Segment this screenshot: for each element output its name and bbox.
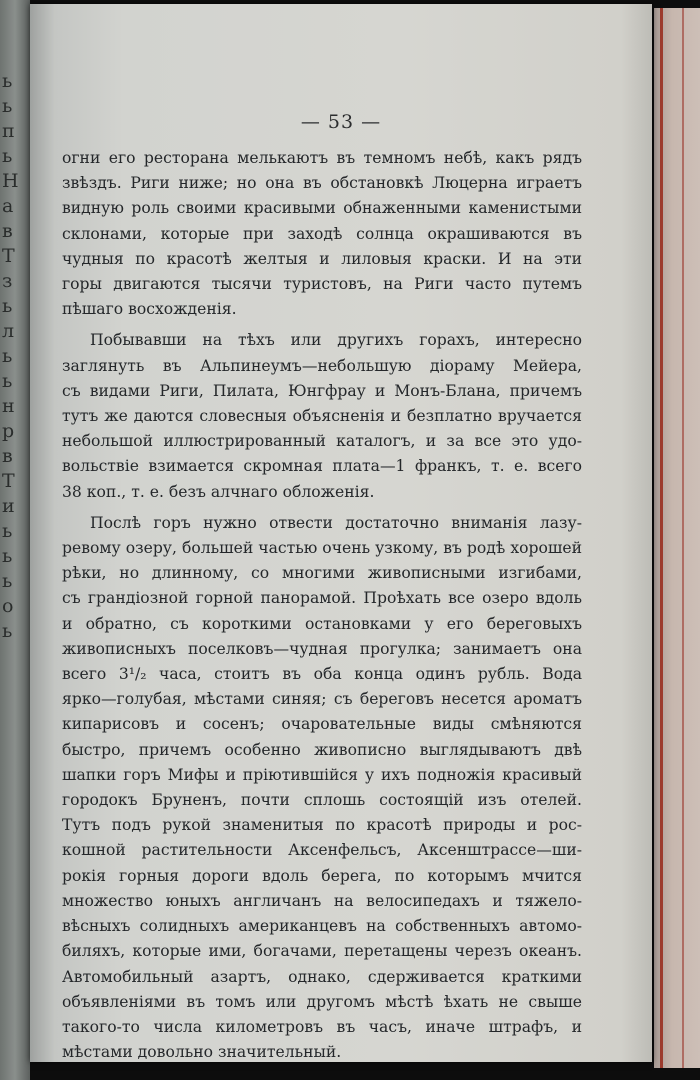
text-line: множество юныхъ англичанъ на велосипедахъ и тяжело- (62, 891, 582, 910)
page-number: — 53 — (300, 111, 382, 133)
text-line: съ грандіозной горной панорамой. Проѣхать все озеро вдоль (62, 589, 582, 608)
left-page-fragment: ь (2, 570, 13, 592)
text-line: чудныя по красотѣ желтыя и лиловыя краски. И на эти (62, 249, 582, 268)
left-page-fragment: в (2, 445, 13, 467)
text-line: рокія горныя дороги вдоль берега, по которымъ мчится (62, 866, 582, 885)
text-line: кошной растительности Аксенфельсъ, Аксенштрассе—ши- (62, 841, 582, 860)
left-page-fragment: Н (2, 170, 19, 192)
left-page-fragment: а (2, 195, 14, 217)
text-line: живописныхъ поселковъ—чудная прогулка; занимаетъ она (62, 639, 582, 658)
text-line: ревому озеру, большей частью очень узкому, въ родѣ хорошей (62, 539, 582, 558)
book-page (30, 4, 652, 1062)
left-page-fragment: р (2, 420, 15, 442)
left-page-fragment: л (2, 320, 15, 342)
left-page-fragment: ь (2, 70, 13, 92)
text-line: кипарисовъ и сосенъ; очаровательные виды смѣняются (62, 715, 582, 734)
red-edge-stripe (660, 8, 663, 1068)
left-page-fragment: Т (2, 470, 15, 492)
text-line: заглянуть въ Альпинеумъ—небольшую діораму Мейера, (62, 356, 582, 375)
left-page-fragment: з (2, 270, 13, 292)
text-line: шапки горъ Мифы и пріютившійся у ихъ подножія красивый (62, 765, 582, 784)
text-line: съ видами Риги, Пилата, Юнгфрау и Монъ-Блана, причемъ (62, 381, 582, 400)
text-line: всего 3¹/₂ часа, стоитъ въ оба конца одинъ рубль. Вода (62, 665, 582, 684)
left-page-fragment: ь (2, 295, 13, 317)
text-line: биляхъ, которые ими, богачами, перетащены черезъ океанъ. (62, 942, 582, 961)
text-line: такого-то числа километровъ въ часъ, иначе штрафъ, и (62, 1017, 582, 1036)
text-line: ярко—голубая, мѣстами синяя; съ береговъ несется ароматъ (62, 690, 582, 709)
text-line: звѣздъ. Риги ниже; но она въ обстановкѣ Люцерна играетъ (62, 174, 582, 193)
text-line: Послѣ горъ нужно отвести достаточно вниманія лазу- (90, 513, 582, 532)
left-page-fragment: н (2, 395, 15, 417)
text-line: огни его ресторана мелькаютъ въ темномъ небѣ, какъ рядъ (62, 149, 582, 167)
text-line: горы двигаются тысячи туристовъ, на Риги часто путемъ (62, 275, 582, 294)
text-line: мѣстами довольно значительный. (62, 1043, 342, 1062)
left-page-fragment: ь (2, 345, 13, 367)
left-page-fragment: ь (2, 620, 13, 642)
text-line: 38 коп., т. е. безъ алчнаго обложенія. (62, 482, 375, 501)
text-line: вольствіе взимается скромная плата—1 франкъ, т. е. всего (62, 457, 582, 476)
left-page-fragment: п (2, 120, 15, 142)
text-line: быстро, причемъ особенно живописно выглядываютъ двѣ (62, 740, 582, 759)
left-page-fragment: о (2, 595, 14, 617)
left-page-fragment: в (2, 220, 13, 242)
left-page-fragment: и (2, 495, 15, 517)
text-line: и обратно, съ короткими остановками у его береговыхъ (62, 614, 582, 633)
text-line: небольшой иллюстрированный каталогъ, и за все это удо- (62, 432, 582, 451)
text-line: Автомобильный азартъ, однако, сдерживается краткими (62, 967, 582, 986)
left-page-fragment: ь (2, 145, 13, 167)
text-line: Побывавши на тѣхъ или другихъ горахъ, интересно (90, 331, 582, 350)
page-text (62, 146, 582, 1065)
text-line: вѣсныхъ солидныхъ американцевъ на собственныхъ автомо- (62, 917, 582, 936)
red-edge-stripe (682, 8, 684, 1068)
text-line: Тутъ подъ рукой знаменитыя по красотѣ природы и рос- (62, 816, 582, 835)
left-page-fragment: Т (2, 245, 15, 267)
left-page-fragment: ь (2, 545, 13, 567)
text-line: тутъ же даются словесныя объясненія и безплатно вручается (62, 407, 582, 426)
left-page-fragment: ь (2, 520, 13, 542)
text-line: пѣшаго восхожденія. (62, 300, 237, 319)
page-edges (654, 8, 700, 1068)
left-page-fragment: ь (2, 95, 13, 117)
text-line: видную роль своими красивыми обнаженными каменистыми (62, 199, 582, 218)
text-line: рѣки, но длинному, со многими живописными изгибами, (62, 564, 582, 583)
text-line: склонами, которые при заходѣ солнца окрашиваются въ (62, 224, 582, 243)
text-line: объявленіями въ томъ или другомъ мѣстѣ ѣхать не свыше (62, 992, 582, 1011)
left-page-edge (0, 0, 30, 1080)
left-page-fragment: ь (2, 370, 13, 392)
text-line: городокъ Бруненъ, почти сплошь состоящій изъ отелей. (62, 791, 582, 810)
